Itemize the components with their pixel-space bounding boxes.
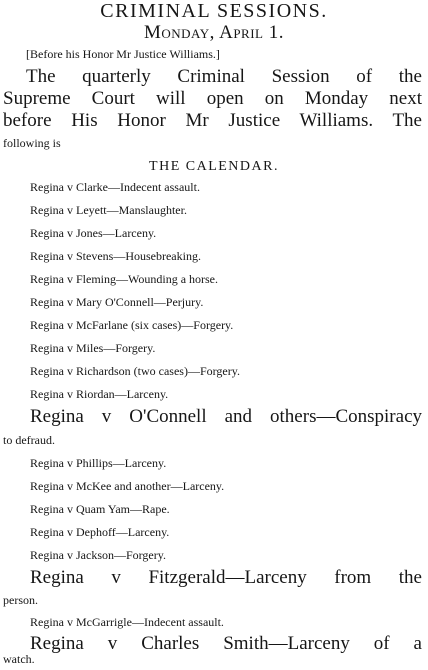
dateline: Monday, April 1. <box>144 22 284 43</box>
calendar-entry: Regina v Charles Smith—Larceny of a <box>30 633 422 654</box>
calendar-entry: Regina v McGarrigle—Indecent assault. <box>30 615 224 629</box>
calendar-entry: Regina v Quam Yam—Rape. <box>30 502 170 516</box>
calendar-entry-continuation: watch. <box>3 652 35 666</box>
calendar-heading: THE CALENDAR. <box>149 159 279 174</box>
calendar-entry: Regina v Clarke—Indecent assault. <box>30 180 200 194</box>
before-line: [Before his Honor Mr Justice Williams.] <box>26 47 220 61</box>
intro-line: The quarterly Criminal Session of the <box>26 66 422 87</box>
calendar-entry: Regina v Leyett—Manslaughter. <box>30 203 187 217</box>
calendar-entry: Regina v Riordan—Larceny. <box>30 387 169 401</box>
calendar-entry: Regina v Miles—Forgery. <box>30 341 156 355</box>
calendar-entry: Regina v Dephoff—Larceny. <box>30 525 170 539</box>
calendar-entry: Regina v Fleming—Wounding a horse. <box>30 272 219 286</box>
calendar-entry-continuation: to defraud. <box>3 433 55 447</box>
calendar-entry: Regina v McKee and another—Larceny. <box>30 479 225 493</box>
intro-line: following is <box>3 136 61 150</box>
intro-line: Supreme Court will open on Monday next <box>3 88 422 109</box>
calendar-entry: Regina v Phillips—Larceny. <box>30 456 167 470</box>
calendar-entry: Regina v McFarlane (six cases)—Forgery. <box>30 318 234 332</box>
intro-line: before His Honor Mr Justice Williams. The <box>3 110 422 131</box>
calendar-entry: Regina v Jones—Larceny. <box>30 226 157 240</box>
calendar-entry: Regina v O'Connell and others—Conspiracy <box>30 406 422 427</box>
calendar-entry: Regina v Mary O'Connell—Perjury. <box>30 295 204 309</box>
calendar-entry: Regina v Jackson—Forgery. <box>30 548 166 562</box>
calendar-entry: Regina v Fitzgerald—Larceny from the <box>30 567 422 588</box>
calendar-entry: Regina v Richardson (two cases)—Forgery. <box>30 364 240 378</box>
calendar-entry: Regina v Stevens—Housebreaking. <box>30 249 201 263</box>
calendar-entry-continuation: person. <box>3 593 38 607</box>
headline: CRIMINAL SESSIONS. <box>100 0 328 22</box>
